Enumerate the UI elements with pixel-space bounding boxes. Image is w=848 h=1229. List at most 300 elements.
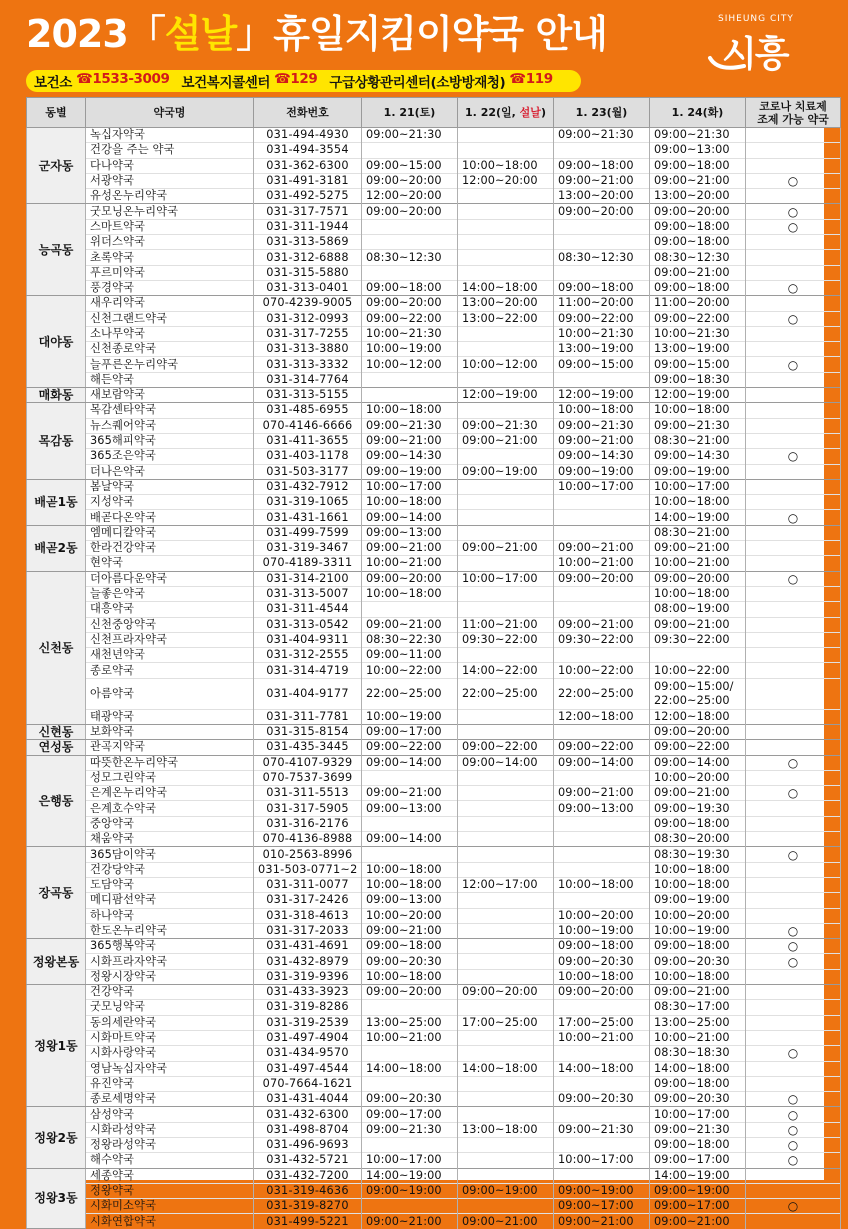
pharmacy-name: 굿모닝온누리약국 xyxy=(86,204,254,219)
pharmacy-name: 건강당약국 xyxy=(86,862,254,877)
title-highlight: 설날 xyxy=(164,12,237,56)
hours-day4: 10:00~17:00 xyxy=(650,1107,746,1122)
hours-day4: 09:30~22:00 xyxy=(650,632,746,647)
hours-day2 xyxy=(458,709,554,724)
logo-korean: 시흥 xyxy=(722,34,788,75)
hours-day1 xyxy=(362,143,458,158)
hours-day3: 17:00~25:00 xyxy=(554,1015,650,1030)
table-row xyxy=(27,296,841,311)
table-row xyxy=(27,173,841,188)
covid-mark xyxy=(746,740,841,755)
hours-day2 xyxy=(458,128,554,143)
hours-day4: 09:00~21:00 xyxy=(650,265,746,280)
phone-number: 031-316-2176 xyxy=(254,816,362,831)
pharmacy-name: 성모그린약국 xyxy=(86,770,254,785)
hours-day2 xyxy=(458,1138,554,1153)
hours-day1: 12:00~20:00 xyxy=(362,189,458,204)
hours-day1: 09:00~21:00 xyxy=(362,433,458,448)
table-row xyxy=(27,1061,841,1076)
hours-day4: 09:00~20:30 xyxy=(650,954,746,969)
logo-english: SIHEUNG CITY xyxy=(718,14,794,24)
hours-day2 xyxy=(458,250,554,265)
hours-day3: 09:00~21:00 xyxy=(554,433,650,448)
hours-day1: 09:00~18:00 xyxy=(362,280,458,295)
pharmacy-name: 채움약국 xyxy=(86,832,254,847)
pharmacy-name: 푸르미약국 xyxy=(86,265,254,280)
covid-mark: ○ xyxy=(746,571,841,586)
table-row xyxy=(27,709,841,724)
hours-day3: 09:00~21:30 xyxy=(554,1122,650,1137)
hours-day4: 09:00~17:00 xyxy=(650,1153,746,1168)
table-row xyxy=(27,678,841,709)
hours-day3 xyxy=(554,816,650,831)
hours-day3 xyxy=(554,1138,650,1153)
hours-day3 xyxy=(554,1046,650,1061)
hours-day1: 09:00~13:00 xyxy=(362,525,458,540)
contact-health-center: 보건소 ☎1533-3009 xyxy=(34,71,170,91)
hours-day3: 11:00~20:00 xyxy=(554,296,650,311)
hours-day4: 09:00~21:30 xyxy=(650,418,746,433)
covid-mark xyxy=(746,326,841,341)
dong-cell: 정왕본동 xyxy=(27,939,86,985)
pharmacy-name: 시화사랑약국 xyxy=(86,1046,254,1061)
pharmacy-name: 위더스약국 xyxy=(86,235,254,250)
hours-day4: 13:00~25:00 xyxy=(650,1015,746,1030)
table-row xyxy=(27,235,841,250)
hours-day1: 09:00~14:00 xyxy=(362,510,458,525)
hours-day1: 10:00~18:00 xyxy=(362,969,458,984)
hours-day3: 09:00~13:00 xyxy=(554,801,650,816)
phone-number: 070-4146-6666 xyxy=(254,418,362,433)
hours-day1: 09:00~21:30 xyxy=(362,1122,458,1137)
table-row xyxy=(27,617,841,632)
table-row xyxy=(27,541,841,556)
hours-day2 xyxy=(458,1030,554,1045)
hours-day4: 10:00~20:00 xyxy=(650,908,746,923)
table-row xyxy=(27,189,841,204)
hours-day2 xyxy=(458,1199,554,1214)
hours-day4: 08:30~19:30 xyxy=(650,847,746,862)
covid-mark xyxy=(746,832,841,847)
table-row xyxy=(27,464,841,479)
hours-day2 xyxy=(458,954,554,969)
covid-mark xyxy=(746,648,841,663)
pharmacy-name: 굿모닝약국 xyxy=(86,1000,254,1015)
table-row xyxy=(27,250,841,265)
phone-number: 031-404-9311 xyxy=(254,632,362,647)
hours-day3: 09:00~20:00 xyxy=(554,571,650,586)
hours-day3: 09:00~20:30 xyxy=(554,954,650,969)
phone-number: 031-403-1178 xyxy=(254,449,362,464)
hours-day4: 08:30~18:30 xyxy=(650,1046,746,1061)
header-covid: 코로나 치료제 조제 가능 약국 xyxy=(746,98,841,128)
hours-day2: 17:00~25:00 xyxy=(458,1015,554,1030)
hours-day1: 09:00~21:00 xyxy=(362,617,458,632)
hours-day3: 09:00~21:00 xyxy=(554,617,650,632)
hours-day1 xyxy=(362,388,458,403)
hours-day1 xyxy=(362,1138,458,1153)
header-date-1: 1. 21(토) xyxy=(362,98,458,128)
hours-day2 xyxy=(458,235,554,250)
covid-mark xyxy=(746,403,841,418)
hours-day4: 09:00~22:00 xyxy=(650,311,746,326)
table-header-row xyxy=(27,98,841,128)
pharmacy-name: 새천년약국 xyxy=(86,648,254,663)
hours-day3: 09:30~22:00 xyxy=(554,632,650,647)
hours-day2: 10:00~17:00 xyxy=(458,571,554,586)
phone-number: 031-431-4691 xyxy=(254,939,362,954)
hours-day2 xyxy=(458,1092,554,1107)
covid-mark: ○ xyxy=(746,939,841,954)
pharmacy-name: 더아름다운약국 xyxy=(86,571,254,586)
covid-mark xyxy=(746,495,841,510)
hours-day4: 08:30~21:00 xyxy=(650,525,746,540)
pharmacy-name: 다나약국 xyxy=(86,158,254,173)
covid-mark: ○ xyxy=(746,173,841,188)
hours-day4: 10:00~18:00 xyxy=(650,586,746,601)
pharmacy-name: 시화마트약국 xyxy=(86,1030,254,1045)
hours-day2 xyxy=(458,449,554,464)
table-row xyxy=(27,632,841,647)
pharmacy-name: 배곧다온약국 xyxy=(86,510,254,525)
hours-day4: 10:00~18:00 xyxy=(650,877,746,892)
table-row xyxy=(27,158,841,173)
hours-day4: 09:00~21:00 xyxy=(650,173,746,188)
covid-mark xyxy=(746,985,841,1000)
covid-mark xyxy=(746,250,841,265)
hours-day2 xyxy=(458,1000,554,1015)
hours-day1: 10:00~19:00 xyxy=(362,709,458,724)
covid-mark xyxy=(746,908,841,923)
hours-day4: 09:00~18:00 xyxy=(650,280,746,295)
dong-cell: 장곡동 xyxy=(27,847,86,939)
pharmacy-name: 녹십자약국 xyxy=(86,128,254,143)
covid-mark xyxy=(746,632,841,647)
hours-day3: 09:00~19:00 xyxy=(554,1183,650,1198)
hours-day1: 08:30~12:30 xyxy=(362,250,458,265)
hours-day4: 13:00~19:00 xyxy=(650,342,746,357)
dong-cell: 매화동 xyxy=(27,388,86,403)
pharmacy-name: 신천프라자약국 xyxy=(86,632,254,647)
covid-mark: ○ xyxy=(746,954,841,969)
pharmacy-name: 365담이약국 xyxy=(86,847,254,862)
hours-day4: 09:00~14:00 xyxy=(650,755,746,770)
hours-day3 xyxy=(554,1168,650,1183)
phone-number: 031-434-9570 xyxy=(254,1046,362,1061)
hours-day2 xyxy=(458,648,554,663)
hours-day2 xyxy=(458,862,554,877)
covid-mark xyxy=(746,877,841,892)
hours-day2 xyxy=(458,495,554,510)
phone-number: 031-319-1065 xyxy=(254,495,362,510)
hours-day1: 09:00~14:30 xyxy=(362,449,458,464)
hours-day2: 09:00~19:00 xyxy=(458,464,554,479)
phone-number: 031-313-0401 xyxy=(254,280,362,295)
hours-day2 xyxy=(458,189,554,204)
hours-day4: 09:00~21:00 xyxy=(650,617,746,632)
covid-mark: ○ xyxy=(746,1153,841,1168)
hours-day1: 09:00~20:00 xyxy=(362,571,458,586)
hours-day4: 09:00~20:00 xyxy=(650,724,746,739)
title-year: 2023「 xyxy=(26,12,165,56)
pharmacy-name: 365행복약국 xyxy=(86,939,254,954)
siheung-logo xyxy=(708,14,828,78)
pharmacy-name: 시화미소약국 xyxy=(86,1199,254,1214)
hours-day3 xyxy=(554,1000,650,1015)
phone-number: 031-492-5275 xyxy=(254,189,362,204)
pharmacy-name: 시화라성약국 xyxy=(86,1122,254,1137)
hours-day1: 09:00~19:00 xyxy=(362,464,458,479)
pharmacy-name: 현약국 xyxy=(86,556,254,571)
hours-day2 xyxy=(458,510,554,525)
hours-day2: 09:30~22:00 xyxy=(458,632,554,647)
hours-day2 xyxy=(458,586,554,601)
hours-day2 xyxy=(458,832,554,847)
pharmacy-name: 더나은약국 xyxy=(86,464,254,479)
covid-mark: ○ xyxy=(746,1122,841,1137)
table-row xyxy=(27,556,841,571)
hours-day3: 09:00~18:00 xyxy=(554,158,650,173)
pharmacy-name: 종로세명약국 xyxy=(86,1092,254,1107)
phone-number: 031-411-3655 xyxy=(254,433,362,448)
phone-number: 031-319-3467 xyxy=(254,541,362,556)
covid-mark xyxy=(746,586,841,601)
table-row xyxy=(27,1076,841,1091)
hours-day2: 10:00~18:00 xyxy=(458,158,554,173)
phone-number: 031-494-3554 xyxy=(254,143,362,158)
pharmacy-name: 동의세란약국 xyxy=(86,1015,254,1030)
hours-day3: 09:00~18:00 xyxy=(554,939,650,954)
table-row xyxy=(27,923,841,938)
pharmacy-name: 신천종로약국 xyxy=(86,342,254,357)
hours-day1: 14:00~18:00 xyxy=(362,1061,458,1076)
table-row xyxy=(27,832,841,847)
hours-day4: 10:00~18:00 xyxy=(650,495,746,510)
hours-day1: 10:00~12:00 xyxy=(362,357,458,372)
hours-day4: 10:00~18:00 xyxy=(650,969,746,984)
table-row xyxy=(27,204,841,219)
phone-number: 031-311-4544 xyxy=(254,602,362,617)
hours-day2: 12:00~19:00 xyxy=(458,388,554,403)
phone-number: 031-315-5880 xyxy=(254,265,362,280)
phone-number: 031-431-1661 xyxy=(254,510,362,525)
covid-mark xyxy=(746,433,841,448)
hours-day1: 09:00~20:30 xyxy=(362,1092,458,1107)
hours-day4: 09:00~14:30 xyxy=(650,449,746,464)
hours-day4: 13:00~20:00 xyxy=(650,189,746,204)
dong-cell: 정왕2동 xyxy=(27,1107,86,1168)
pharmacy-name: 종로약국 xyxy=(86,663,254,678)
hours-day4: 10:00~22:00 xyxy=(650,663,746,678)
pharmacy-name: 해든약국 xyxy=(86,372,254,387)
hours-day1: 09:00~17:00 xyxy=(362,1107,458,1122)
pharmacy-name: 스마트약국 xyxy=(86,219,254,234)
pharmacy-name: 은계온누리약국 xyxy=(86,786,254,801)
phone-number: 031-319-8270 xyxy=(254,1199,362,1214)
pharmacy-name: 한라건강약국 xyxy=(86,541,254,556)
table-row xyxy=(27,357,841,372)
hours-day4: 09:00~19:00 xyxy=(650,1183,746,1198)
hours-day3: 12:00~19:00 xyxy=(554,388,650,403)
hours-day3: 09:00~15:00 xyxy=(554,357,650,372)
hours-day4: 09:00~21:00 xyxy=(650,541,746,556)
phone-number: 031-313-5155 xyxy=(254,388,362,403)
header-date-3: 1. 23(월) xyxy=(554,98,650,128)
hours-day2 xyxy=(458,342,554,357)
hours-day3: 09:00~22:00 xyxy=(554,740,650,755)
pharmacy-name: 엠메디칼약국 xyxy=(86,525,254,540)
hours-day3: 09:00~14:30 xyxy=(554,449,650,464)
hours-day1: 09:00~20:00 xyxy=(362,296,458,311)
table-row xyxy=(27,847,841,862)
pharmacy-name: 아름약국 xyxy=(86,678,254,709)
hours-day2: 11:00~21:00 xyxy=(458,617,554,632)
hours-day1: 09:00~15:00 xyxy=(362,158,458,173)
table-row xyxy=(27,1015,841,1030)
pharmacy-name: 365해피약국 xyxy=(86,433,254,448)
phone-number: 070-4107-9329 xyxy=(254,755,362,770)
hours-day3 xyxy=(554,495,650,510)
phone-number: 031-317-2426 xyxy=(254,893,362,908)
pharmacy-name: 도담약국 xyxy=(86,877,254,892)
pharmacy-name: 뉴스퀘어약국 xyxy=(86,418,254,433)
covid-mark xyxy=(746,541,841,556)
table-row xyxy=(27,893,841,908)
table-row xyxy=(27,969,841,984)
pharmacy-name: 늘푸른온누리약국 xyxy=(86,357,254,372)
header xyxy=(0,0,848,96)
table-row xyxy=(27,128,841,143)
hours-day1 xyxy=(362,372,458,387)
hours-day2 xyxy=(458,1168,554,1183)
dong-cell: 정왕3동 xyxy=(27,1168,86,1229)
hours-day2 xyxy=(458,1107,554,1122)
table-row xyxy=(27,479,841,494)
hours-day1: 09:00~18:00 xyxy=(362,939,458,954)
hours-day4: 08:30~17:00 xyxy=(650,1000,746,1015)
covid-mark xyxy=(746,479,841,494)
hours-day3: 13:00~19:00 xyxy=(554,342,650,357)
covid-mark xyxy=(746,1061,841,1076)
hours-day3: 10:00~18:00 xyxy=(554,403,650,418)
pharmacy-name: 영남녹십자약국 xyxy=(86,1061,254,1076)
hours-day4: 08:30~20:00 xyxy=(650,832,746,847)
pharmacy-name: 시화프라자약국 xyxy=(86,954,254,969)
contact-welfare-callcenter: 보건복지콜센터 ☎129 xyxy=(181,71,318,91)
covid-mark xyxy=(746,724,841,739)
hours-day1: 09:00~21:00 xyxy=(362,541,458,556)
table-row xyxy=(27,908,841,923)
dong-cell: 은행동 xyxy=(27,755,86,847)
hours-day1: 09:00~13:00 xyxy=(362,893,458,908)
hours-day1 xyxy=(362,1046,458,1061)
covid-mark: ○ xyxy=(746,357,841,372)
hours-day1: 10:00~18:00 xyxy=(362,495,458,510)
hours-day3 xyxy=(554,862,650,877)
phone-number: 031-498-8704 xyxy=(254,1122,362,1137)
covid-mark: ○ xyxy=(746,449,841,464)
hours-day1: 10:00~18:00 xyxy=(362,877,458,892)
covid-mark: ○ xyxy=(746,923,841,938)
hours-day1: 14:00~19:00 xyxy=(362,1168,458,1183)
hours-day2: 09:00~21:00 xyxy=(458,1214,554,1229)
table-row xyxy=(27,740,841,755)
hours-day3 xyxy=(554,372,650,387)
hours-day1 xyxy=(362,1000,458,1015)
title-rest: 」휴일지킴이약국 안내 xyxy=(236,12,607,56)
hours-day3: 10:00~17:00 xyxy=(554,479,650,494)
hours-day2 xyxy=(458,847,554,862)
hours-day4: 09:00~13:00 xyxy=(650,143,746,158)
hours-day1: 09:00~20:30 xyxy=(362,954,458,969)
hours-day1: 09:00~20:00 xyxy=(362,985,458,1000)
pharmacy-name: 새보람약국 xyxy=(86,388,254,403)
hours-day3 xyxy=(554,602,650,617)
covid-mark xyxy=(746,1168,841,1183)
header-tel: 전화번호 xyxy=(254,98,362,128)
pharmacy-name: 신천중앙약국 xyxy=(86,617,254,632)
pharmacy-name: 세종약국 xyxy=(86,1168,254,1183)
hours-day4: 09:00~21:30 xyxy=(650,1122,746,1137)
pharmacy-name: 시화연합약국 xyxy=(86,1214,254,1229)
table-row xyxy=(27,449,841,464)
hours-day1: 09:00~22:00 xyxy=(362,311,458,326)
table-row xyxy=(27,342,841,357)
hours-day4: 08:30~21:00 xyxy=(650,433,746,448)
hours-day3: 10:00~22:00 xyxy=(554,663,650,678)
dong-cell: 군자동 xyxy=(27,128,86,204)
pharmacy-name: 풍경약국 xyxy=(86,280,254,295)
hours-day1: 10:00~18:00 xyxy=(362,403,458,418)
hours-day4: 09:00~18:00 xyxy=(650,158,746,173)
covid-mark xyxy=(746,525,841,540)
pharmacy-name: 정왕약국 xyxy=(86,1183,254,1198)
hours-day3: 10:00~18:00 xyxy=(554,969,650,984)
table-row xyxy=(27,311,841,326)
phone-number: 031-313-5869 xyxy=(254,235,362,250)
hours-day1: 10:00~18:00 xyxy=(362,862,458,877)
phone-number: 031-362-6300 xyxy=(254,158,362,173)
covid-mark xyxy=(746,189,841,204)
dong-cell: 배곧2동 xyxy=(27,525,86,571)
covid-mark xyxy=(746,602,841,617)
hours-day3: 09:00~17:00 xyxy=(554,1199,650,1214)
covid-mark: ○ xyxy=(746,204,841,219)
hours-day1: 09:00~14:00 xyxy=(362,755,458,770)
hours-day1: 10:00~20:00 xyxy=(362,908,458,923)
pharmacy-name: 중앙약국 xyxy=(86,816,254,831)
pharmacy-name: 정왕라성약국 xyxy=(86,1138,254,1153)
covid-mark xyxy=(746,969,841,984)
hours-day1 xyxy=(362,1076,458,1091)
phone-number: 070-7664-1621 xyxy=(254,1076,362,1091)
hours-day3 xyxy=(554,235,650,250)
covid-mark: ○ xyxy=(746,755,841,770)
hours-day1 xyxy=(362,265,458,280)
covid-mark: ○ xyxy=(746,1092,841,1107)
hours-day1: 09:00~19:00 xyxy=(362,1183,458,1198)
table-row xyxy=(27,862,841,877)
covid-mark: ○ xyxy=(746,219,841,234)
header-date-4: 1. 24(화) xyxy=(650,98,746,128)
covid-mark xyxy=(746,556,841,571)
dong-cell: 능곡동 xyxy=(27,204,86,296)
hours-day4: 08:30~12:30 xyxy=(650,250,746,265)
hours-day2 xyxy=(458,816,554,831)
covid-mark xyxy=(746,709,841,724)
phone-number: 031-319-4636 xyxy=(254,1183,362,1198)
hours-day4: 14:00~19:00 xyxy=(650,1168,746,1183)
